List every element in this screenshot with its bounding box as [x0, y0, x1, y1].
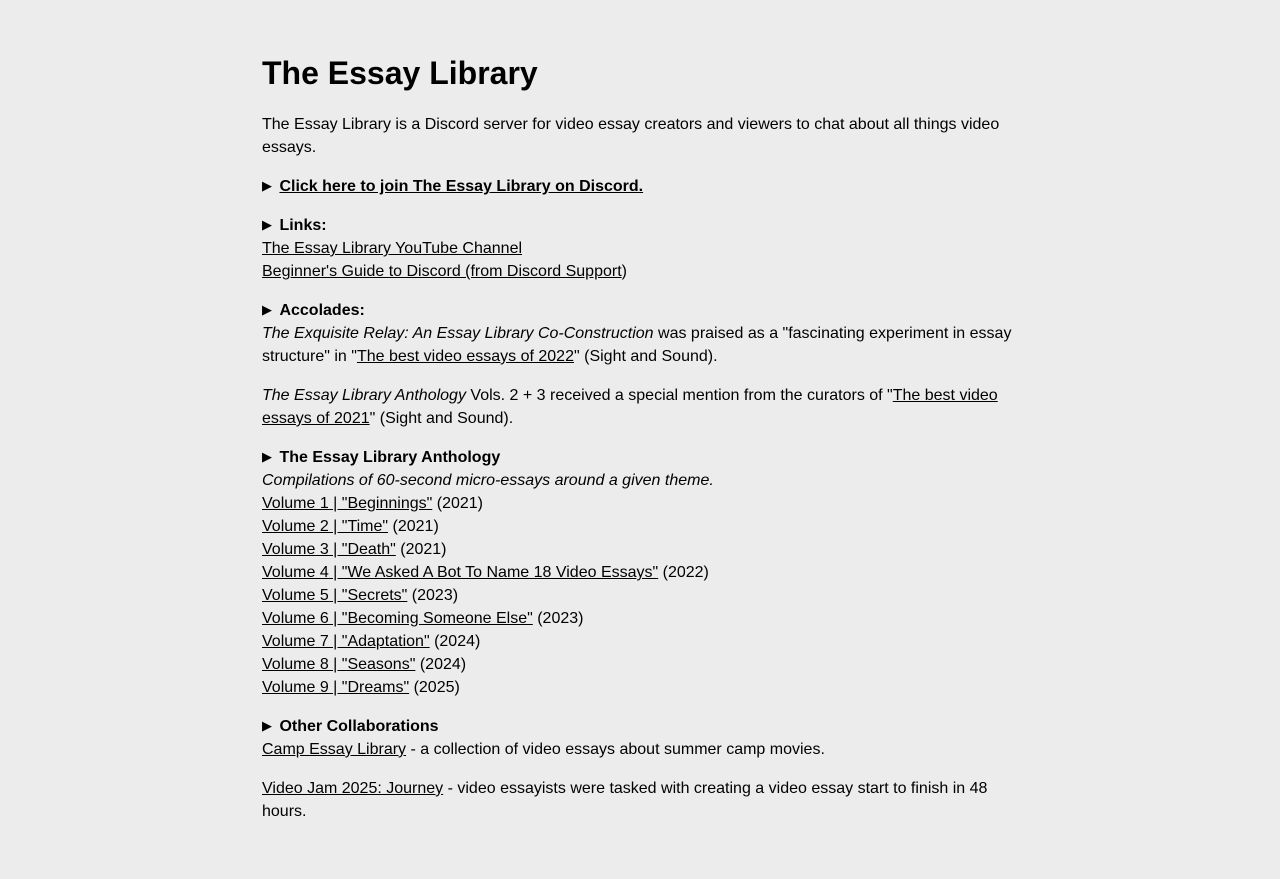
- join-paragraph: [262, 175, 1018, 198]
- accolades-section: [262, 299, 1018, 368]
- page-title: The Essay Library: [262, 55, 538, 91]
- triangle-icon: ▶: [262, 302, 272, 317]
- anthology-section: [262, 446, 1018, 699]
- volume-3-year: (2021): [395, 541, 447, 558]
- collaborations-heading: Other Collaborations: [279, 718, 439, 735]
- volume-7-year: (2024): [429, 633, 481, 650]
- volume-2-year: (2021): [388, 518, 439, 535]
- accolade-work-title: The Exquisite Relay: An Essay Library Co-Construction: [262, 325, 654, 342]
- volume-5-link[interactable]: Volume 5 | "Secrets": [262, 587, 408, 604]
- accolade-paragraph: [262, 384, 1018, 430]
- triangle-icon: ▶: [262, 217, 272, 232]
- volume-6-link[interactable]: Volume 6 | "Becoming Someone Else": [262, 610, 533, 627]
- camp-essay-library-link[interactable]: Camp Essay Library: [262, 741, 407, 758]
- accolades-heading: Accolades:: [279, 302, 365, 319]
- intro-text: The Essay Library is a Discord server for video essay creators and viewers to chat about all things video essays.: [262, 116, 1000, 156]
- page-content: [262, 0, 1018, 879]
- best-video-essays-2022-link[interactable]: The best video essays of 2022: [356, 348, 574, 365]
- volume-8-link[interactable]: Volume 8 | "Seasons": [262, 656, 416, 673]
- triangle-icon: ▶: [262, 449, 272, 464]
- video-jam-description: - video essayists were tasked with creating a video essay start to finish in 48 hours.: [262, 780, 988, 820]
- triangle-icon: ▶: [262, 718, 272, 733]
- volume-5-year: (2023): [407, 587, 459, 604]
- volume-1-link[interactable]: Volume 1 | "Beginnings": [262, 495, 433, 512]
- volume-8-year: (2024): [415, 656, 467, 673]
- accolade-text-after: " (Sight and Sound).: [573, 348, 718, 365]
- discord-guide-suffix: ): [621, 263, 627, 280]
- volume-9-link[interactable]: Volume 9 | "Dreams": [262, 679, 410, 696]
- volume-9-year: (2025): [409, 679, 460, 696]
- best-video-essays-2021-link[interactable]: The best video essays of 2021: [262, 387, 998, 427]
- volume-1-year: (2021): [432, 495, 483, 512]
- volume-2-link[interactable]: Volume 2 | "Time": [262, 518, 389, 535]
- accolade-text-after: " (Sight and Sound).: [369, 410, 514, 427]
- triangle-icon: ▶: [262, 178, 272, 193]
- volume-7-link[interactable]: Volume 7 | "Adaptation": [262, 633, 430, 650]
- volume-6-year: (2023): [532, 610, 584, 627]
- accolade-work-title: The Essay Library Anthology: [262, 387, 466, 404]
- camp-essay-library-description: - a collection of video essays about summer camp movies.: [406, 741, 825, 758]
- collaborations-section: [262, 715, 1018, 761]
- volume-3-link[interactable]: Volume 3 | "Death": [262, 541, 396, 558]
- links-section: [262, 214, 1018, 283]
- video-jam-link[interactable]: Video Jam 2025: Journey: [262, 780, 444, 797]
- volume-4-year: (2022): [658, 564, 709, 581]
- collaboration-paragraph: [262, 777, 1018, 823]
- anthology-subtitle: Compilations of 60-second micro-essays around a given theme.: [262, 472, 714, 489]
- anthology-heading: The Essay Library Anthology: [279, 449, 501, 466]
- links-heading: Links:: [279, 217, 327, 234]
- discord-guide-link[interactable]: Beginner's Guide to Discord (from Discord Support: [262, 263, 622, 280]
- accolade-text: was praised as a "fascinating experiment in essay structure" in ": [262, 325, 1012, 365]
- join-discord-link[interactable]: Click here to join The Essay Library on Discord.: [279, 178, 644, 195]
- intro-paragraph: [262, 113, 1018, 159]
- youtube-channel-link[interactable]: The Essay Library YouTube Channel: [262, 240, 523, 257]
- accolade-text: Vols. 2 + 3 received a special mention from the curators of ": [465, 387, 893, 404]
- volume-4-link[interactable]: Volume 4 | "We Asked A Bot To Name 18 Video Essays": [262, 564, 659, 581]
